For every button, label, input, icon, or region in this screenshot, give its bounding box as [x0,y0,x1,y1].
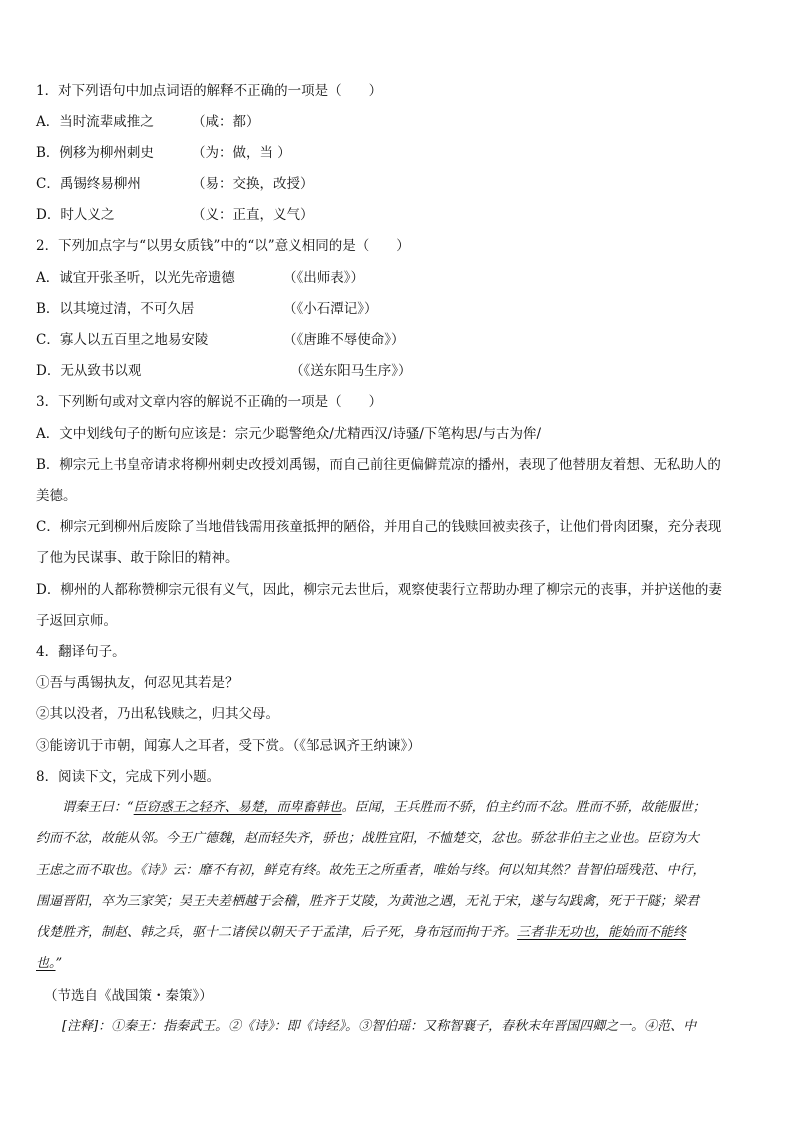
passage-line-3: 王虑之而不取也。《诗》云：靡不有初，鲜克有终。故先王之所重者，唯始与终。何以知其然？昔智伯瑶残范、中行， [36,863,706,878]
q3-option-b-line1: B．柳宗元上书皇帝请求将柳州刺史改授刘禹锡，而自己前往更偏僻荒凉的播州，表现了他替朋友着想、无私助人的 [36,457,721,473]
q2-option-d: D．无从致书以观 [36,363,142,379]
q1-option-a-note: （咸：都） [192,114,260,130]
passage-line-1: 谓秦王曰：“臣窃惑王之轻齐、易楚，而卑畜韩也。臣闻，王兵胜而不骄，伯主约而不忿。胜而不骄，故能服世； [62,800,706,815]
q1-option-d: D．时人义之 [36,207,115,223]
passage-source: （节选自《战国策・秦策》） [44,988,213,1004]
q1-option-c-note: （易：交换，改授） [192,176,314,192]
q2-option-c: C．寡人以五百里之地易安陵 [36,332,209,348]
passage-line-5: 伐楚胜齐，制赵、韩之兵，驱十二诸侯以朝天子于孟津，后子死，身布冠而拘于齐。三者非无功也，能始而不能终 [36,925,687,940]
q3-option-d-line1: D．柳州的人都称赞柳宗元很有义气，因此，柳宗元去世后，观察使裴行立帮助办理了柳宗元的丧事，并护送他的妻 [36,582,722,598]
underlined-sentence-1: 臣窃惑王之轻齐、易楚，而卑畜韩也 [133,800,342,815]
q4-sentence-3: ③能谤讥于市朝，闻寡人之耳者，受下赏。（《邹忌讽齐王纳谏》） [36,738,421,754]
q3-option-c-line2: 了他为民谋事、敢于除旧的精神。 [36,550,239,566]
passage-line-4: 围逼晋阳，卒为三家笑；吴王夫差栖越于会稽，胜齐于艾陵，为黄池之遇，无礼于宋，遂与勾践禽，死于干隧；梁君 [36,894,700,909]
q3-option-c-line1: C．柳宗元到柳州后废除了当地借钱需用孩童抵押的陋俗，并用自己的钱赎回被卖孩子，让他们骨肉团聚，充分表现 [36,519,722,535]
q2-option-a: A．诚宜开张圣听，以光先帝遗德 [36,270,235,286]
q3-option-b-line2: 美德。 [36,488,77,504]
passage-line-2: 约而不忿，故能从邻。今王广德魏，赵而轻失齐，骄也；战胜宜阳，不恤楚交，忿也。骄忿非伯主之业也。臣窃为大 [36,831,700,846]
q1-option-a: A．当时流辈咸推之 [36,114,154,130]
underlined-sentence-2-end: 也。 [36,956,56,971]
q4-sentence-1: ①吾与禹锡执友，何忍见其若是？ [36,675,239,691]
q4-sentence-2: ②其以没者，乃出私钱赎之，归其父母。 [36,706,279,722]
q3-stem: 3．下列断句或对文章内容的解说不正确的一项是（ ） [36,394,383,410]
q3-option-a: A．文中划线句子的断句应该是：宗元少聪警绝众/尤精西汉/诗骚/下笔构思/与古为侔/ [36,426,541,442]
q1-option-d-note: （义：正直，义气） [192,207,314,223]
q2-option-b: B．以其境过清，不可久居 [36,301,195,317]
q2-stem: 2．下列加点字与“以男女质钱”中的“以”意义相同的是（ ） [36,238,410,254]
q8-stem: 8．阅读下文，完成下列小题。 [36,769,221,785]
q1-stem: 1．对下列语句中加点词语的解释不正确的一项是（ ） [36,83,383,99]
q2-option-a-note: （《出师表》） [283,270,364,286]
q2-option-d-note: （《送东阳马生序》） [290,363,412,379]
q1-option-b-note: （为：做，当 ） [192,145,291,161]
q1-option-c: C．禹锡终易柳州 [36,176,141,192]
q2-option-c-note: （《唐雎不辱使命》） [283,332,405,348]
passage-annotation: [注释]：①秦王：指秦武王。②《诗》：即《诗经》。③智伯瑶：又称智襄子，春秋末年晋国四卿之一。④范、中 [62,1019,697,1034]
q3-option-d-line2: 子返回京师。 [36,613,117,629]
q4-stem: 4．翻译句子。 [36,644,126,660]
underlined-sentence-2: 三者非无功也，能始而不能终 [517,925,687,940]
q2-option-b-note: （《小石潭记》） [283,301,378,317]
passage-line-6: 也。” [36,956,63,971]
q1-option-b: B．例移为柳州刺史 [36,145,154,161]
